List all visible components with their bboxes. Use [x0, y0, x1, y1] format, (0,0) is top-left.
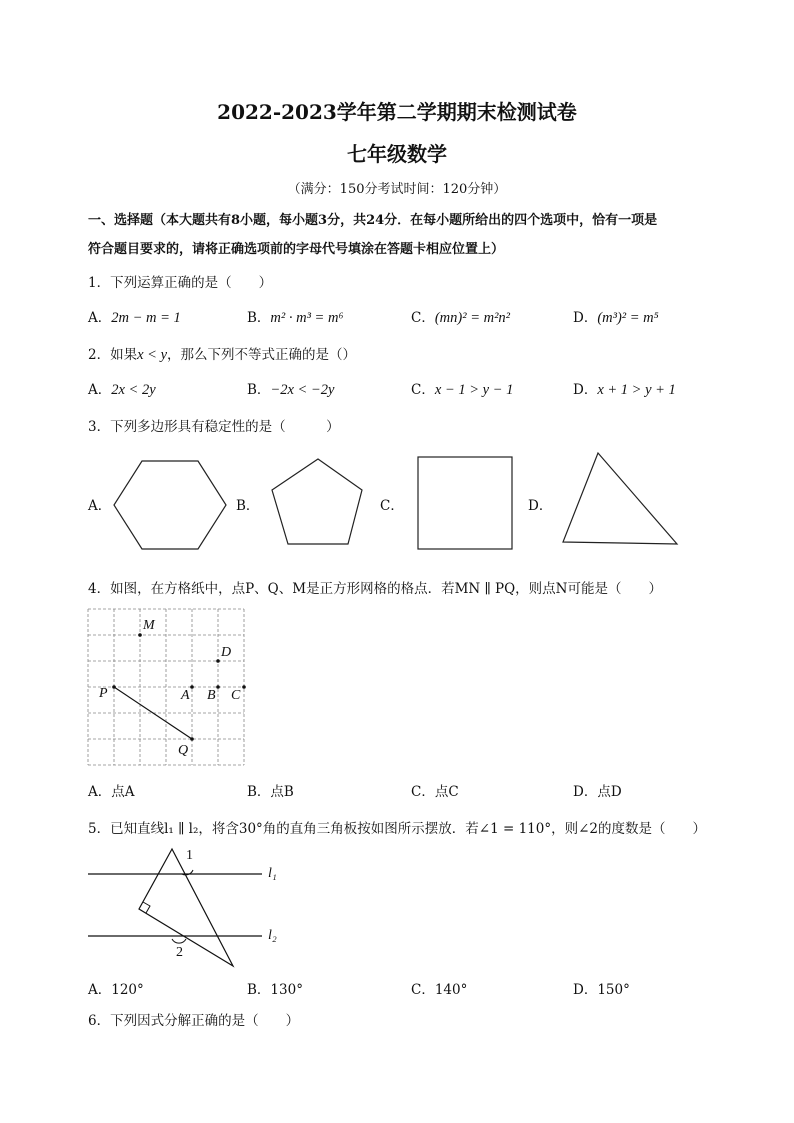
label-m: M	[143, 618, 155, 633]
angle-1-label: 1	[186, 848, 193, 863]
q1-option-c-expr: (mn)² = m²n²	[434, 310, 511, 326]
q5-option-a	[88, 978, 144, 998]
q4-option-c-text: 点C	[434, 784, 459, 800]
q5-option-c	[411, 978, 467, 998]
q2-stem-post: ，那么下列不等式正确的是（）	[167, 347, 356, 363]
q2-option-c-expr: x − 1 > y − 1	[434, 382, 514, 398]
q2-option-b-letter: B．	[247, 382, 271, 398]
q2-stem-pre: 2．如果	[88, 347, 138, 363]
q1-option-d-expr: (m³)² = m⁵	[597, 310, 659, 326]
subject-title: 七年级数学	[347, 142, 447, 166]
q3-label-b: B．	[236, 498, 260, 514]
q4-option-d-letter: D．	[573, 784, 598, 800]
q5-option-c-text: 140°	[434, 982, 468, 998]
q5-option-d	[573, 978, 630, 998]
q2-option-d-expr: x + 1 > y + 1	[597, 382, 676, 398]
exam-info: （满分：150分考试时间：120分钟）	[287, 182, 507, 197]
q1-option-b-letter: B．	[247, 310, 271, 326]
q1-option-c-letter: C．	[411, 310, 435, 326]
q5-option-a-letter: A．	[88, 982, 112, 998]
question-3-stem: 3．下列多边形具有稳定性的是（ ）	[88, 419, 340, 435]
label-d: D	[221, 645, 232, 660]
q5-option-b	[247, 978, 303, 998]
q2-stem-math: x < y	[137, 347, 167, 363]
question-4-stem: 4．如图，在方格纸中，点P、Q、M是正方形网格的格点．若MN ∥ PQ，则点N可能是（ ）	[88, 581, 662, 597]
q1-option-a-letter: A．	[88, 310, 112, 326]
label-a: A	[181, 688, 190, 703]
q5-option-d-text: 150°	[597, 982, 630, 998]
angle-2-label: 2	[176, 945, 183, 960]
right-angle-mark	[143, 902, 150, 913]
exam-title: 2022-2023学年第二学期期末检测试卷	[217, 100, 577, 124]
q4-option-b-letter: B．	[247, 784, 271, 800]
q4-option-a-text: 点A	[111, 784, 135, 800]
line-l2-label: l₂	[268, 928, 277, 943]
section-heading-line1: 一、选择题（本大题共有8小题，每小题3分，共24分．在每小题所给出的四个选项中，恰有一项是	[88, 213, 658, 228]
q1-option-b-expr: m² · m³ = m⁶	[270, 310, 344, 326]
label-b: B	[207, 688, 216, 703]
q3-label-d: D．	[528, 498, 553, 514]
q5-option-a-text: 120°	[111, 982, 144, 998]
q4-option-c-letter: C．	[411, 784, 435, 800]
q2-option-d-letter: D．	[573, 382, 598, 398]
q1-option-d-letter: D．	[573, 310, 598, 326]
q2-option-a-expr: 2x < 2y	[111, 382, 156, 398]
question-6-stem: 6．下列因式分解正确的是（ ）	[88, 1013, 300, 1029]
set-square-triangle	[139, 849, 233, 966]
angle-2-arc	[172, 939, 186, 943]
q1-option-a-expr: 2m − m = 1	[111, 310, 181, 326]
q2-option-a-letter: A．	[88, 382, 112, 398]
q2-option-b-expr: −2x < −2y	[270, 382, 335, 398]
q3-label-a: A．	[88, 498, 112, 514]
q4-option-d-text: 点D	[597, 784, 622, 800]
line-l1-label: l₁	[268, 866, 277, 881]
q4-option-a-letter: A．	[88, 784, 112, 800]
section-heading-line2: 符合题目要求的，请将正确选项前的字母代号填涂在答题卡相应位置上）	[88, 242, 505, 257]
label-c: C	[231, 688, 241, 703]
q2-option-c-letter: C．	[411, 382, 435, 398]
question-1-stem: 1．下列运算正确的是（ ）	[88, 275, 273, 291]
q5-option-d-letter: D．	[573, 982, 598, 998]
q4-option-b-text: 点B	[270, 784, 294, 800]
label-p: P	[99, 686, 108, 701]
question-5-stem: 5．已知直线l₁ ∥ l₂，将含30°角的直角三角板按如图所示摆放．若∠1 = 110°，则∠2的度数是（ ）	[88, 821, 707, 837]
q5-option-c-letter: C．	[411, 982, 435, 998]
q3-label-c: C．	[380, 498, 404, 514]
q5-option-b-text: 130°	[270, 982, 303, 998]
label-q: Q	[178, 743, 189, 758]
q5-option-b-letter: B．	[247, 982, 271, 998]
